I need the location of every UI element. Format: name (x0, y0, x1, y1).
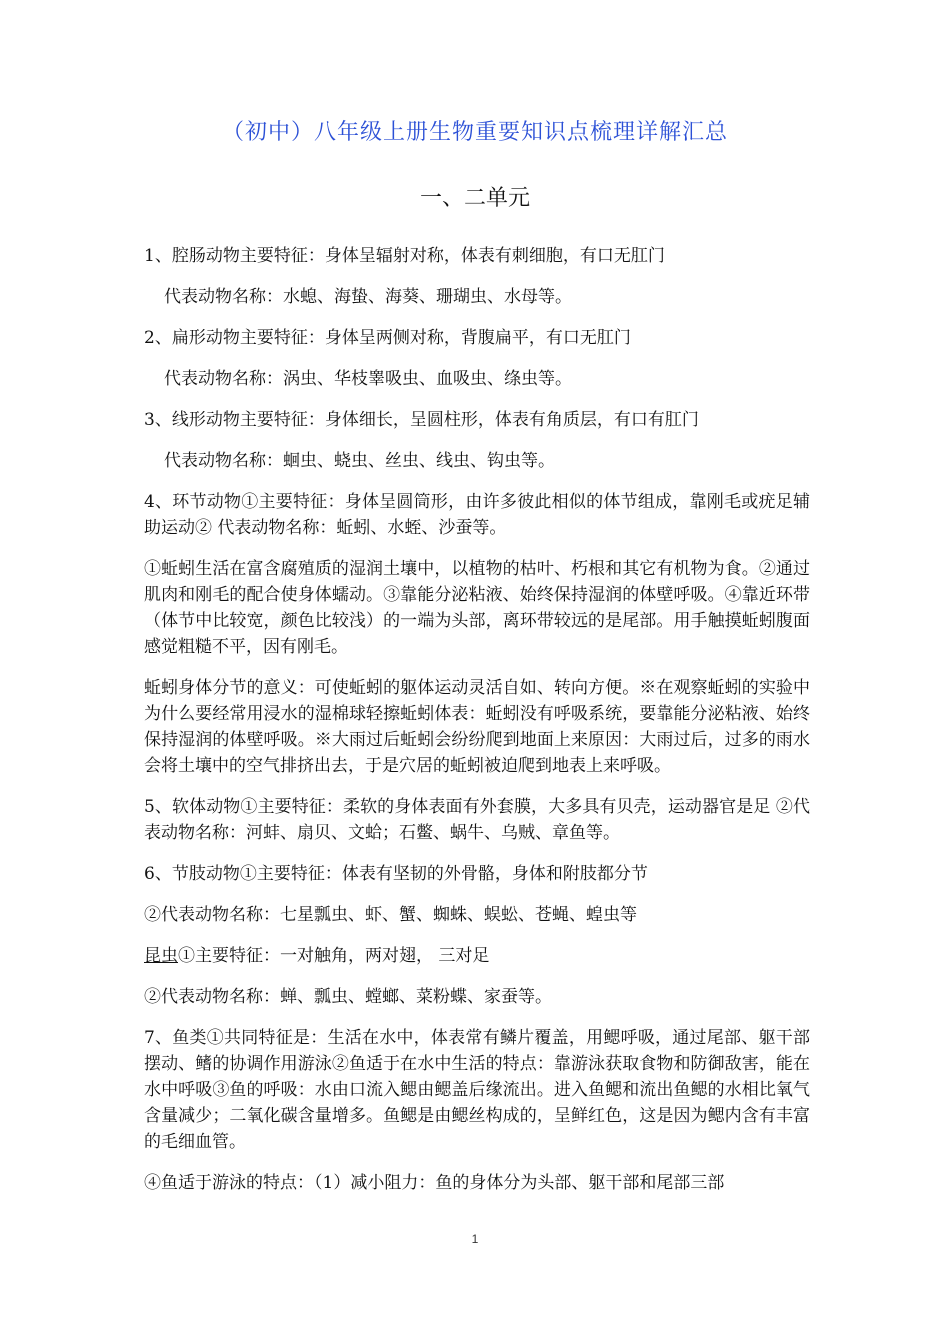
insect-features-text: ①主要特征：一对触角，两对翅， 三对足 (178, 946, 490, 966)
section-heading: 一、二单元 (419, 186, 530, 211)
page-number: 1 (471, 1232, 479, 1246)
paragraph-insect-examples: ②代表动物名称：蝉、瓢虫、螳螂、菜粉蝶、家蚕等。 (144, 987, 552, 1007)
paragraph-arthropod-examples: ②代表动物名称：七星瓢虫、虾、蟹、蜘蛛、蜈蚣、苍蝇、蝗虫等 (144, 905, 637, 925)
document-body (144, 243, 810, 1211)
paragraph-arthropod-features: 6、节肢动物①主要特征：体表有坚韧的外骨骼，身体和附肢都分节 (144, 864, 648, 884)
paragraph-coelenterate-features: 1、腔肠动物主要特征：身体呈辐射对称，体表有刺细胞，有口无肛门 (144, 246, 665, 266)
insect-term: 昆虫 (144, 946, 178, 966)
paragraph-roundworm-features: 3、线形动物主要特征：身体细长，呈圆柱形，体表有角质层，有口有肛门 (144, 410, 699, 430)
paragraph-roundworm-examples: 代表动物名称：蛔虫、蛲虫、丝虫、线虫、钩虫等。 (164, 451, 555, 471)
paragraph-earthworm-segments: 蚯蚓身体分节的意义：可使蚯蚓的躯体运动灵活自如、转向方便。※在观察蚯蚓的实验中为什么要经常用浸水的湿棉球轻擦蚯蚓体表：蚯蚓没有呼吸系统，要靠能分泌粘液、始终保持湿润的体壁呼吸。※大雨过后蚯蚓会纷纷爬到地面上来原因：大雨过后，过多的雨水会将土壤中的空气排挤出去，于是穴居的蚯蚓被迫爬到地表上来呼吸。 (144, 678, 810, 776)
page-title: （初中）八年级上册生物重要知识点梳理详解汇总 (221, 120, 728, 145)
paragraph-annelid: 4、环节动物①主要特征：身体呈圆筒形，由许多彼此相似的体节组成，靠刚毛或疣足辅助运动② 代表动物名称：蚯蚓、水蛭、沙蚕等。 (144, 492, 810, 538)
paragraph-fish-swimming: ④鱼适于游泳的特点：（1）减小阻力：鱼的身体分为头部、躯干部和尾部三部 (144, 1173, 725, 1193)
paragraph-fish: 7、鱼类①共同特征是：生活在水中，体表常有鳞片覆盖，用鳃呼吸，通过尾部、躯干部摆动、鳍的协调作用游泳②鱼适于在水中生活的特点：靠游泳获取食物和防御敌害，能在水中呼吸③鱼的呼吸：水由口流入鳃由鳃盖后缘流出。进入鱼鳃和流出鱼鳃的水相比氧气含量减少；二氧化碳含量增多。鱼鳃是由鳃丝构成的，呈鲜红色，这是因为鳃内含有丰富的毛细血管。 (144, 1028, 810, 1152)
paragraph-earthworm-habits: ①蚯蚓生活在富含腐殖质的湿润土壤中，以植物的枯叶、朽根和其它有机物为食。②通过肌肉和刚毛的配合使身体蠕动。③靠能分泌粘液、始终保持湿润的体壁呼吸。④靠近环带（体节中比较宽，颜色比较浅）的一端为头部，离环带较远的是尾部。用手触摸蚯蚓腹面感觉粗糙不平，因有刚毛。 (144, 559, 810, 657)
paragraph-flatworm-examples: 代表动物名称：涡虫、华枝睾吸虫、血吸虫、绦虫等。 (164, 369, 572, 389)
paragraph-mollusk: 5、软体动物①主要特征：柔软的身体表面有外套膜，大多具有贝壳，运动器官是足 ②代表动物名称：河蚌、扇贝、文蛤；石鳖、蜗牛、乌贼、章鱼等。 (144, 797, 810, 843)
paragraph-flatworm-features: 2、扁形动物主要特征：身体呈两侧对称，背腹扁平，有口无肛门 (144, 328, 631, 348)
paragraph-insect-features (144, 943, 810, 969)
paragraph-coelenterate-examples: 代表动物名称：水螅、海蛰、海葵、珊瑚虫、水母等。 (164, 287, 572, 307)
